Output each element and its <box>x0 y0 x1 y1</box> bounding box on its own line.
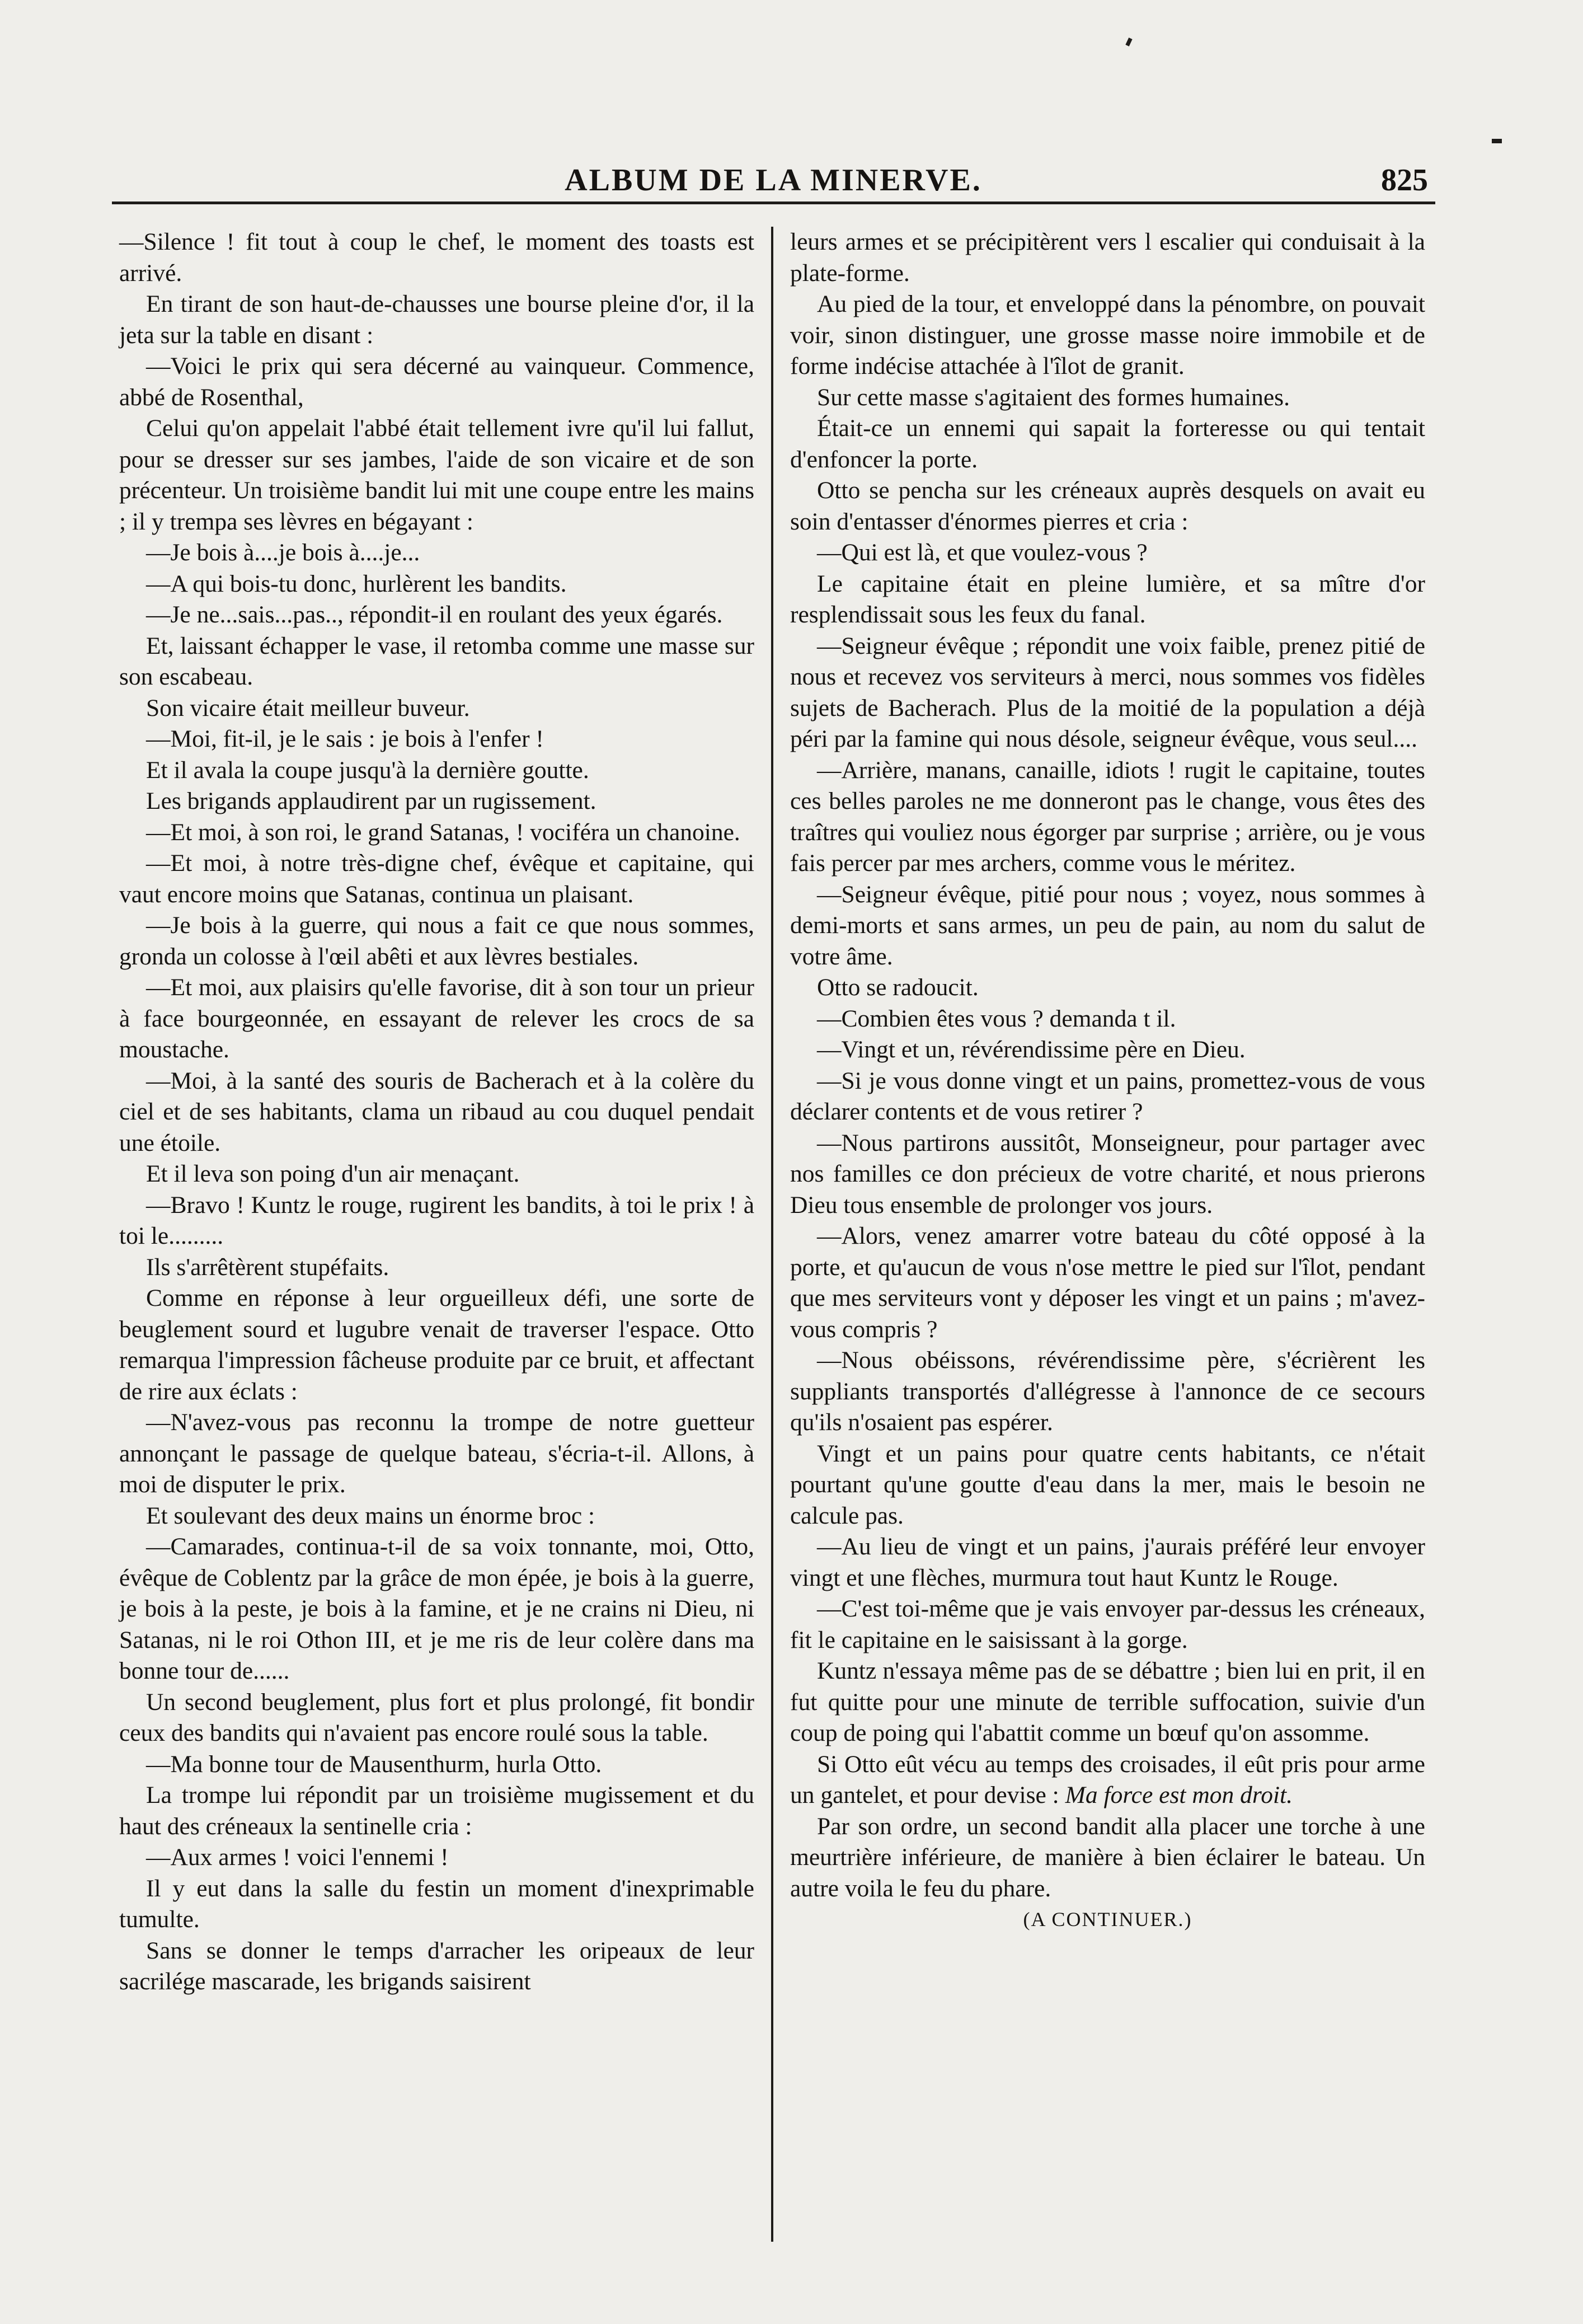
paragraph: Il y eut dans la salle du festin un moment d'inexprimable tumulte. <box>119 1875 754 1933</box>
paragraph: Son vicaire était meilleur buveur. <box>146 694 470 721</box>
paragraph: —Je bois à la guerre, qui nous a fait ce que nous sommes, gronda un colosse à l'œil abêti et aux lèvres bestiales. <box>119 912 754 970</box>
paragraph: —Au lieu de vingt et un pains, j'aurais préféré leur envoyer vingt et une flèches, murmura tout haut Kuntz le Rouge. <box>790 1533 1425 1591</box>
paragraph: Le capitaine était en pleine lumière, et sa mître d'or resplendissait sous les feux du fanal. <box>790 570 1425 628</box>
paragraph: —N'avez-vous pas reconnu la trompe de notre guetteur annonçant le passage de quelque bateau, s'écria-t-il. Allons, à moi de disputer le prix. <box>119 1409 754 1498</box>
page-header <box>119 162 1428 207</box>
paragraph: —Nous obéissons, révérendissime père, s'écrièrent les suppliants transportés d'allégresse à l'annonce de ce secours qu'ils n'osaient pas espérer. <box>790 1347 1425 1436</box>
paragraph: —Qui est là, et que voulez-vous ? <box>817 539 1148 566</box>
paragraph: La trompe lui répondit par un troisième mugissement et du haut des créneaux la sentinelle cria : <box>119 1782 754 1840</box>
paragraph: —Moi, à la santé des souris de Bacherach et à la colère du ciel et de ses habitants, clama un ribaud au cou duquel pendait une étoile. <box>119 1067 754 1156</box>
paragraph: Et soulevant des deux mains un énorme broc : <box>146 1502 595 1529</box>
print-speck <box>1492 139 1502 143</box>
paragraph: Otto se pencha sur les créneaux auprès desquels on avait eu soin d'entasser d'énormes pierres et cria : <box>790 477 1425 535</box>
right-column <box>790 227 1425 1936</box>
motto-text: Ma force est mon droit. <box>1065 1782 1293 1808</box>
paragraph: —Alors, venez amarrer votre bateau du côté opposé à la porte, et qu'aucun de vous n'ose mettre le pied sur l'îlot, pendant que mes serviteurs vont y déposer les vingt et un pains ; m'avez-vous compris ? <box>790 1222 1425 1343</box>
paragraph: —Moi, fit-il, je le sais : je bois à l'enfer ! <box>146 725 544 752</box>
page-number: 825 <box>1381 163 1428 198</box>
column-divider <box>771 227 773 2242</box>
paragraph: Kuntz n'essaya même pas de se débattre ; bien lui en prit, il en fut quitte pour une minute de terrible suffocation, suivie d'un coup de poing qui l'abattit comme un bœuf qu'on assomme. <box>790 1657 1425 1746</box>
paragraph: —Combien êtes vous ? demanda t il. <box>817 1005 1176 1032</box>
paragraph: En tirant de son haut-de-chausses une bourse pleine d'or, il la jeta sur la table en disant : <box>119 290 754 349</box>
paragraph: Les brigands applaudirent par un rugissement. <box>146 788 596 814</box>
paragraph: —Seigneur évêque, pitié pour nous ; voyez, nous sommes à demi-morts et sans armes, un peu de pain, au nom du salut de votre âme. <box>790 880 1425 970</box>
paragraph: —Bravo ! Kuntz le rouge, rugirent les bandits, à toi le prix ! à toi le......... <box>119 1191 754 1249</box>
paragraph: Sur cette masse s'agitaient des formes humaines. <box>817 383 1290 411</box>
paragraph: Comme en réponse à leur orgueilleux défi, une sorte de beuglement sourd et lugubre venait de traverser l'espace. Otto remarqua l'impression fâcheuse produite par ce bruit, et affectant de rire aux éclats : <box>119 1285 754 1405</box>
motto-paragraph <box>790 1749 1425 1811</box>
paragraph: —Et moi, à son roi, le grand Satanas, ! vociféra un chanoine. <box>146 818 740 846</box>
paragraph: —Arrière, manans, canaille, idiots ! rugit le capitaine, toutes ces belles paroles ne me donneront pas le change, vous êtes des traîtres qui vouliez nous égorger par surprise ; arrière, ou je vous fais percer par mes archers, comme vous le méritez. <box>790 756 1425 877</box>
paragraph: Et, laissant échapper le vase, il retomba comme une masse sur son escabeau. <box>119 632 754 690</box>
paragraph: —Seigneur évêque ; répondit une voix faible, prenez pitié de nous et recevez vos serviteurs à merci, nous sommes vos fidèles sujets de Bacherach. Plus de la moitié de la population a déjà péri par la famine qui nous désole, seigneur évêque, vous seul.... <box>790 632 1425 752</box>
paragraph: Et il avala la coupe jusqu'à la dernière goutte. <box>146 756 589 784</box>
paragraph: —Silence ! fit tout à coup le chef, le moment des toasts est arrivé. <box>119 228 754 287</box>
paragraph: —Et moi, aux plaisirs qu'elle favorise, dit à son tour un prieur à face bourgeonnée, en essayant de relever les crocs de sa moustache. <box>119 974 754 1063</box>
paragraph: —Et moi, à notre très-digne chef, évêque et capitaine, qui vaut encore moins que Satanas, continua un plaisant. <box>119 850 754 908</box>
left-column <box>119 227 754 1998</box>
paragraph: Sans se donner le temps d'arracher les oripeaux de leur sacrilége mascarade, les brigands saisirent <box>119 1937 754 1995</box>
print-speck <box>1125 38 1132 46</box>
paragraph: —Je bois à....je bois à....je... <box>146 539 420 566</box>
paragraph: Et il leva son poing d'un air menaçant. <box>146 1160 520 1187</box>
paragraph: —C'est toi-même que je vais envoyer par-dessus les créneaux, fit le capitaine en le saisissant à la gorge. <box>790 1595 1425 1653</box>
paragraph: Celui qu'on appelait l'abbé était tellement ivre qu'il lui fallut, pour se dresser sur ses jambes, l'aide de son vicaire et de son précenteur. Un troisième bandit lui mit une coupe entre les mains ; il y trempa ses lèvres en bégayant : <box>119 415 754 535</box>
paragraph: —Je ne...sais...pas.., répondit-il en roulant des yeux égarés. <box>146 601 723 628</box>
paragraph: Otto se radoucit. <box>817 974 979 1001</box>
header-rule <box>112 202 1435 204</box>
page-title: ALBUM DE LA MINERVE. <box>565 163 982 198</box>
continuation-note: (A CONTINUER.) <box>1023 1908 1192 1931</box>
paragraph: Était-ce un ennemi qui sapait la forteresse ou qui tentait d'enfoncer la porte. <box>790 415 1425 473</box>
paragraph: leurs armes et se précipitèrent vers l escalier qui conduisait à la plate-forme. <box>790 228 1425 287</box>
paragraph: —Camarades, continua-t-il de sa voix tonnante, moi, Otto, évêque de Coblentz par la grâce de mon épée, je bois à la guerre, je bois à la peste, je bois à la famine, et je ne crains ni Dieu, ni Satanas, ni le roi Othon III, et je me ris de leur colère dans ma bonne tour de...... <box>119 1533 754 1684</box>
paragraph: Par son ordre, un second bandit alla placer une torche à une meurtrière inférieure, de manière à bien éclairer le bateau. Un autre voila le feu du phare. <box>790 1812 1425 1902</box>
paragraph: Un second beuglement, plus fort et plus prolongé, fit bondir ceux des bandits qui n'avaient pas encore roulé sous la table. <box>119 1688 754 1746</box>
paragraph: —Vingt et un, révérendissime père en Dieu. <box>817 1036 1246 1063</box>
paragraph: Au pied de la tour, et enveloppé dans la pénombre, on pouvait voir, sinon distinguer, une grosse masse noire immobile et de forme indécise attachée à l'îlot de granit. <box>790 290 1425 379</box>
paragraph: Ils s'arrêtèrent stupéfaits. <box>146 1253 389 1281</box>
paragraph: —Aux armes ! voici l'ennemi ! <box>146 1844 449 1871</box>
paragraph: —Nous partirons aussitôt, Monseigneur, pour partager avec nos familles ce don précieux de votre charité, et nous prierons Dieu tous ensemble de prolonger vos jours. <box>790 1129 1425 1219</box>
motto-intro: Si Otto eût vécu au temps des croisades, il eût pris pour arme un gantelet, et pour devise : <box>790 1750 1425 1808</box>
paragraph: —Si je vous donne vingt et un pains, promettez-vous de vous déclarer contents et de vous retirer ? <box>790 1067 1425 1125</box>
paragraph: Vingt et un pains pour quatre cents habitants, ce n'était pourtant qu'une goutte d'eau dans la mer, mais le besoin ne calcule pas. <box>790 1440 1425 1529</box>
paragraph: —Ma bonne tour de Mausenthurm, hurla Otto. <box>146 1750 602 1778</box>
paragraph: —A qui bois-tu donc, hurlèrent les bandits. <box>146 570 567 597</box>
paragraph: —Voici le prix qui sera décerné au vainqueur. Commence, abbé de Rosenthal, <box>119 353 754 411</box>
